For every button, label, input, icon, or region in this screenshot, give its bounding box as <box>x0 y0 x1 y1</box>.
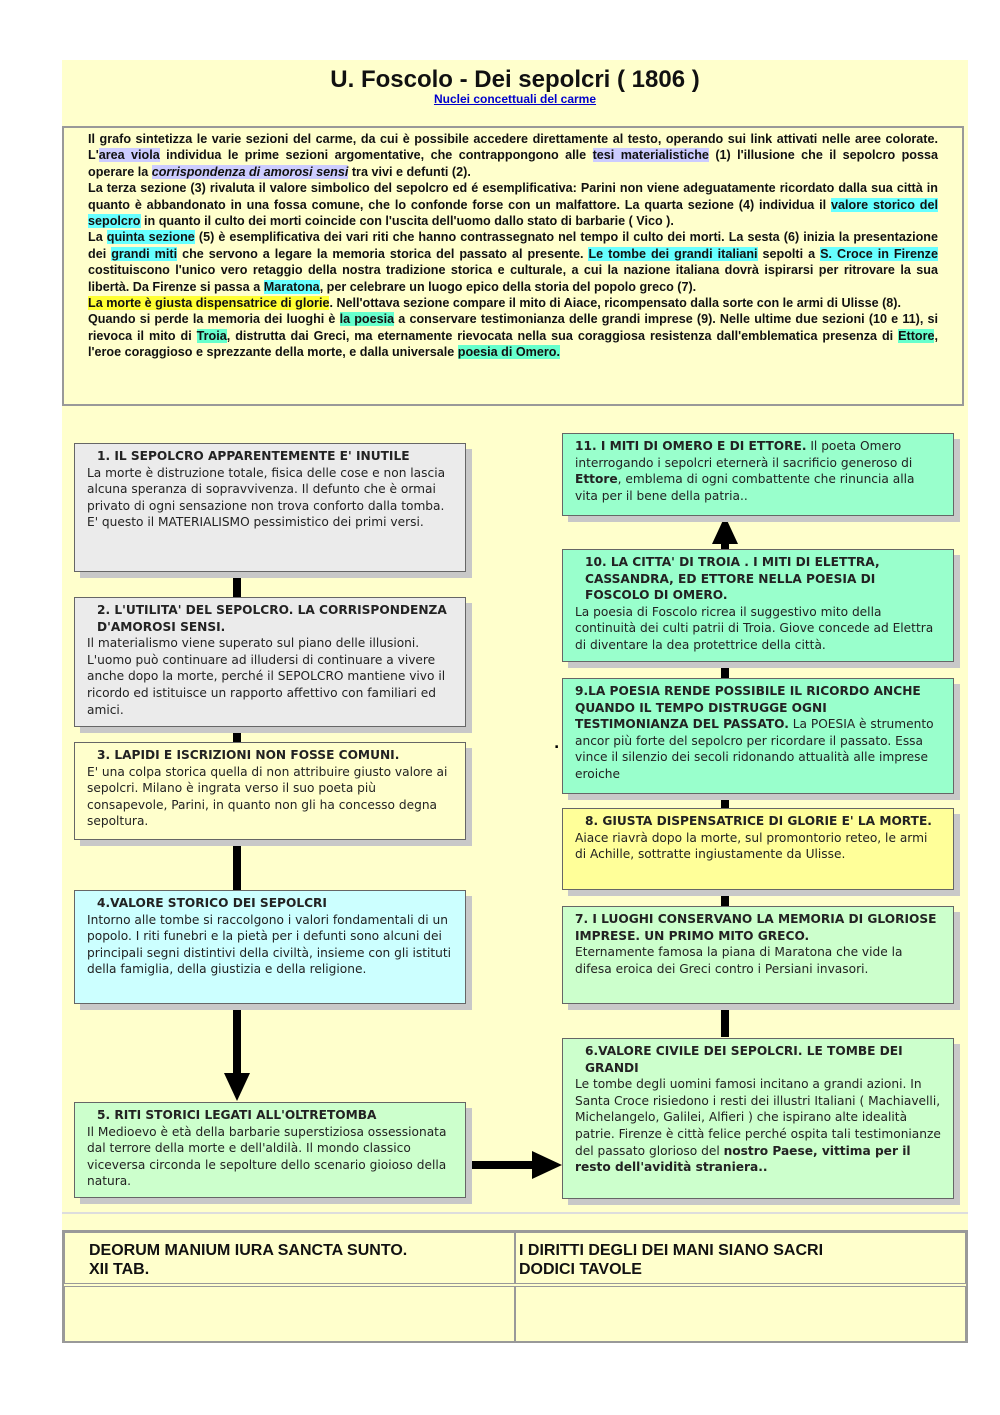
arrow-right-to-6 <box>532 1151 562 1179</box>
box-1-sepolcro-inutile[interactable]: 1. IL SEPOLCRO APPARENTEMENTE E' INUTILE La morte è distruzione totale, fisica delle cose e non lascia alcuna speranza di sopravvivenza. Il defunto che è ormai privato di ogni sensazione non trova conforto dalla tomba. E' questo il MATERIALISMO pessimistico dei primi versi. <box>74 443 466 572</box>
arrow-down-to-5 <box>224 1073 250 1101</box>
link-tombe-grandi-italiani[interactable]: Le tombe dei grandi italiani <box>588 246 758 261</box>
box-2-utilita-sepolcro[interactable]: 2. L'UTILITA' DEL SEPOLCRO. LA CORRISPONDENZA D'AMOROSI SENSI. Il materialismo viene superato sul piano delle illusioni. L'uomo può continuare ad illudersi di continuare a vivere anche dopo la morte, perché il SEPOLCRO mantiene vivo il ricordo ed istituisce un rapporto affettivo con familiari ed amici. <box>74 597 466 727</box>
box-10-citta-troia[interactable]: 10. LA CITTA' DI TROIA . I MITI DI ELETTRA, CASSANDRA, ED ETTORE NELLA POESIA DI FOSCOLO DI OMERO. La poesia di Foscolo ricrea il suggestivo mito della continuità dei culti patrii di Troia. Giove concede ad Elettra di diventare la dea protettrice della città. <box>562 549 954 662</box>
link-quinta-sezione[interactable]: quinta sezione <box>106 230 195 245</box>
table-cell-latin: DEORUM MANIUM IURA SANCTA SUNTO. XII TAB. <box>64 1232 515 1284</box>
box-8-giusta-dispensatrice[interactable]: 8. GIUSTA DISPENSATRICE DI GLORIE E' LA MORTE. Aiace riavrà dopo la morte, sul promontorio reteo, le armi di Achille, sottratte ingiustamente da Ulisse. <box>562 808 954 890</box>
link-grandi-miti[interactable]: grandi miti <box>111 246 178 261</box>
page-area <box>62 60 968 1343</box>
table-cell-empty-left <box>64 1286 515 1343</box>
arrow-up-to-11 <box>712 516 738 544</box>
link-maratona[interactable]: Maratona <box>263 279 320 294</box>
connector-8-9 <box>721 794 729 809</box>
box-4-valore-storico[interactable]: 4.VALORE STORICO DEI SEPOLCRI Intorno alle tombe si raccolgono i valori fondamentali di un popolo. I riti funebri e la pietà per i defunti sono alcuni dei principali segni distintivi della civiltà, insieme con gli istituti della famiglia, della giustizia e della religione. <box>74 890 466 1004</box>
connector-3-4 <box>233 838 241 893</box>
box-5-riti-storici[interactable]: 5. RITI STORICI LEGATI ALL'OLTRETOMBA Il Medioevo è età della barbarie superstiziosa ossessionata dal terrore della morte e dell'aldilà. Il mondo classico viceversa circonda le sepolture dello scenario gioioso della natura. <box>74 1102 466 1198</box>
table-cell-italian: I DIRITTI DEGLI DEI MANI SIANO SACRI DODICI TAVOLE <box>515 1232 966 1284</box>
box-11-miti-omero-ettore[interactable]: 11. I MITI DI OMERO E DI ETTORE. Il poeta Omero interrogando i sepolcri eternerà il sacrificio generoso di Ettore, emblema di ogni combattente che rinuncia alla vita per il bene della patria.. <box>562 433 954 516</box>
box-3-lapidi-iscrizioni[interactable]: 3. LAPIDI E ISCRIZIONI NON FOSSE COMUNI. E' una colpa storica quella di non attribuire giusto valore ai sepolcri. Milano è ingrata verso il suo poeta più consapevole, Parini, in quanto non gli ha concesso degna sepoltura. <box>74 742 466 840</box>
connector-5-6 <box>464 1161 534 1169</box>
link-tesi-materialistiche[interactable]: tesi materialistiche <box>592 148 709 163</box>
subtitle-link[interactable]: Nuclei concettuali del carme <box>433 92 597 106</box>
connector-6-7 <box>721 1005 729 1037</box>
link-valore-storico[interactable]: valore storico del sepolcro <box>88 197 939 229</box>
intro-paragraph-2: La terza sezione (3) rivaluta il valore simbolico del sepolcro ed é esemplificativa: Parini non viene adeguatamente ricordato dalla sua città in quanto è abbandonato in una fossa comune, che lo confonde forse con un malfattore. La quarta sezione (4) individua il valore storico del sepolcro in quanto il culto dei morti coincide con l'uscita dell'uomo dallo stato di barbarie ( Vico ). <box>88 181 939 229</box>
intro-paragraph-3: La quinta sezione (5) è esemplificativa dei vari riti che hanno contrassegnato nel tempo il culto dei morti. La sesta (6) inizia la presentazione dei grandi miti che servono a legare la memoria storica del passato al presente. Le tombe dei grandi italiani sepolti a S. Croce in Firenze costituiscono l'unico vero retaggio della nostra tradizione storica e culturale, a cui la nazione italiana dovrà ispirarsi per ritrovare la sua libertà. Da Firenze si passa a Maratona, per celebrare un luogo epico della storia del popolo greco (7). <box>88 230 939 294</box>
link-corrispondenza[interactable]: corrispondenza di amorosi sensi <box>151 164 349 179</box>
box-9-poesia-ricordo[interactable]: 9.LA POESIA RENDE POSSIBILE IL RICORDO ANCHE QUANDO IL TEMPO DISTRUGGE OGNI TESTIMONIANZA DEL PASSATO. La POESIA è strumento ancor più forte del sepolcro per ricordare il passato. Essa vince il silenzio dei secoli ridonando attualità alle imprese eroiche <box>562 678 954 794</box>
intro-text-box <box>62 126 964 406</box>
connector-4-5 <box>233 1003 241 1075</box>
divider <box>62 1212 968 1214</box>
connector-7-8 <box>721 892 729 907</box>
link-poesia-omero[interactable]: poesia di Omero. <box>457 345 560 360</box>
intro-paragraph-1: Il grafo sintetizza le varie sezioni del carme, da cui è possibile accedere direttamente al testo, operando sui link attivati nelle aree colorate. L'area viola individua le prime sezioni argomentative, che contrappongono alle tesi materialistiche (1) l'illusione che il sepolcro possa operare la corrispondenza di amorosi sensi tra vivi e defunti (2). <box>88 132 938 179</box>
intro-paragraph-4: La morte è giusta dispensatrice di glorie. Nell'ottava sezione compare il mito di Aiace, ricompensato dalla sorte con le armi di Ulisse (8). <box>88 296 901 311</box>
link-la-poesia[interactable]: la poesia <box>339 312 395 327</box>
box-6-valore-civile[interactable]: 6.VALORE CIVILE DEI SEPOLCRI. LE TOMBE DEI GRANDI Le tombe degli uomini famosi incitano a grandi azioni. In Santa Croce risiedono i resti dei illustri Italiani ( Machiavelli, Michelangelo, Galilei, Alfieri ) che ispirano alte idealità patrie. Firenze è città felice perché ospita tali testimonianze del passato glorioso del nostro Paese, vittima per il resto dell'avidità straniera.. <box>562 1038 954 1199</box>
link-area-viola[interactable]: area viola <box>98 148 160 163</box>
table-cell-empty-right <box>515 1286 966 1343</box>
link-s-croce[interactable]: S. Croce in Firenze <box>820 246 938 261</box>
page-title: U. Foscolo - Dei sepolcri ( 1806 ) <box>330 66 700 93</box>
connector-1-2 <box>233 570 241 600</box>
stray-dot: . <box>554 736 560 752</box>
box-7-luoghi-memoria[interactable]: 7. I LUOGHI CONSERVANO LA MEMORIA DI GLORIOSE IMPRESE. UN PRIMO MITO GRECO. Eternamente famosa la piana di Maratona che vide la difesa eroica dei Greci contro i Persiani invasori. <box>562 906 954 1004</box>
link-morte-glorie[interactable]: La morte è giusta dispensatrice di glorie <box>88 296 330 311</box>
intro-paragraph-5: Quando si perde la memoria dei luoghi è la poesia a conservare testimonianza delle grandi imprese (9). Nelle ultime due sezioni (10 e 11), si rievoca il mito di Troia, distrutta dai Greci, ma eternamente rievocata nella sua coraggiosa resistenza dall'emblematica presenza di Ettore, l'eroe coraggioso e sprezzante della morte, e dalla universale poesia di Omero. <box>88 312 938 360</box>
link-troia[interactable]: Troia <box>196 328 227 343</box>
link-ettore[interactable]: Ettore <box>898 328 935 343</box>
latin-translation-table <box>62 1230 968 1343</box>
